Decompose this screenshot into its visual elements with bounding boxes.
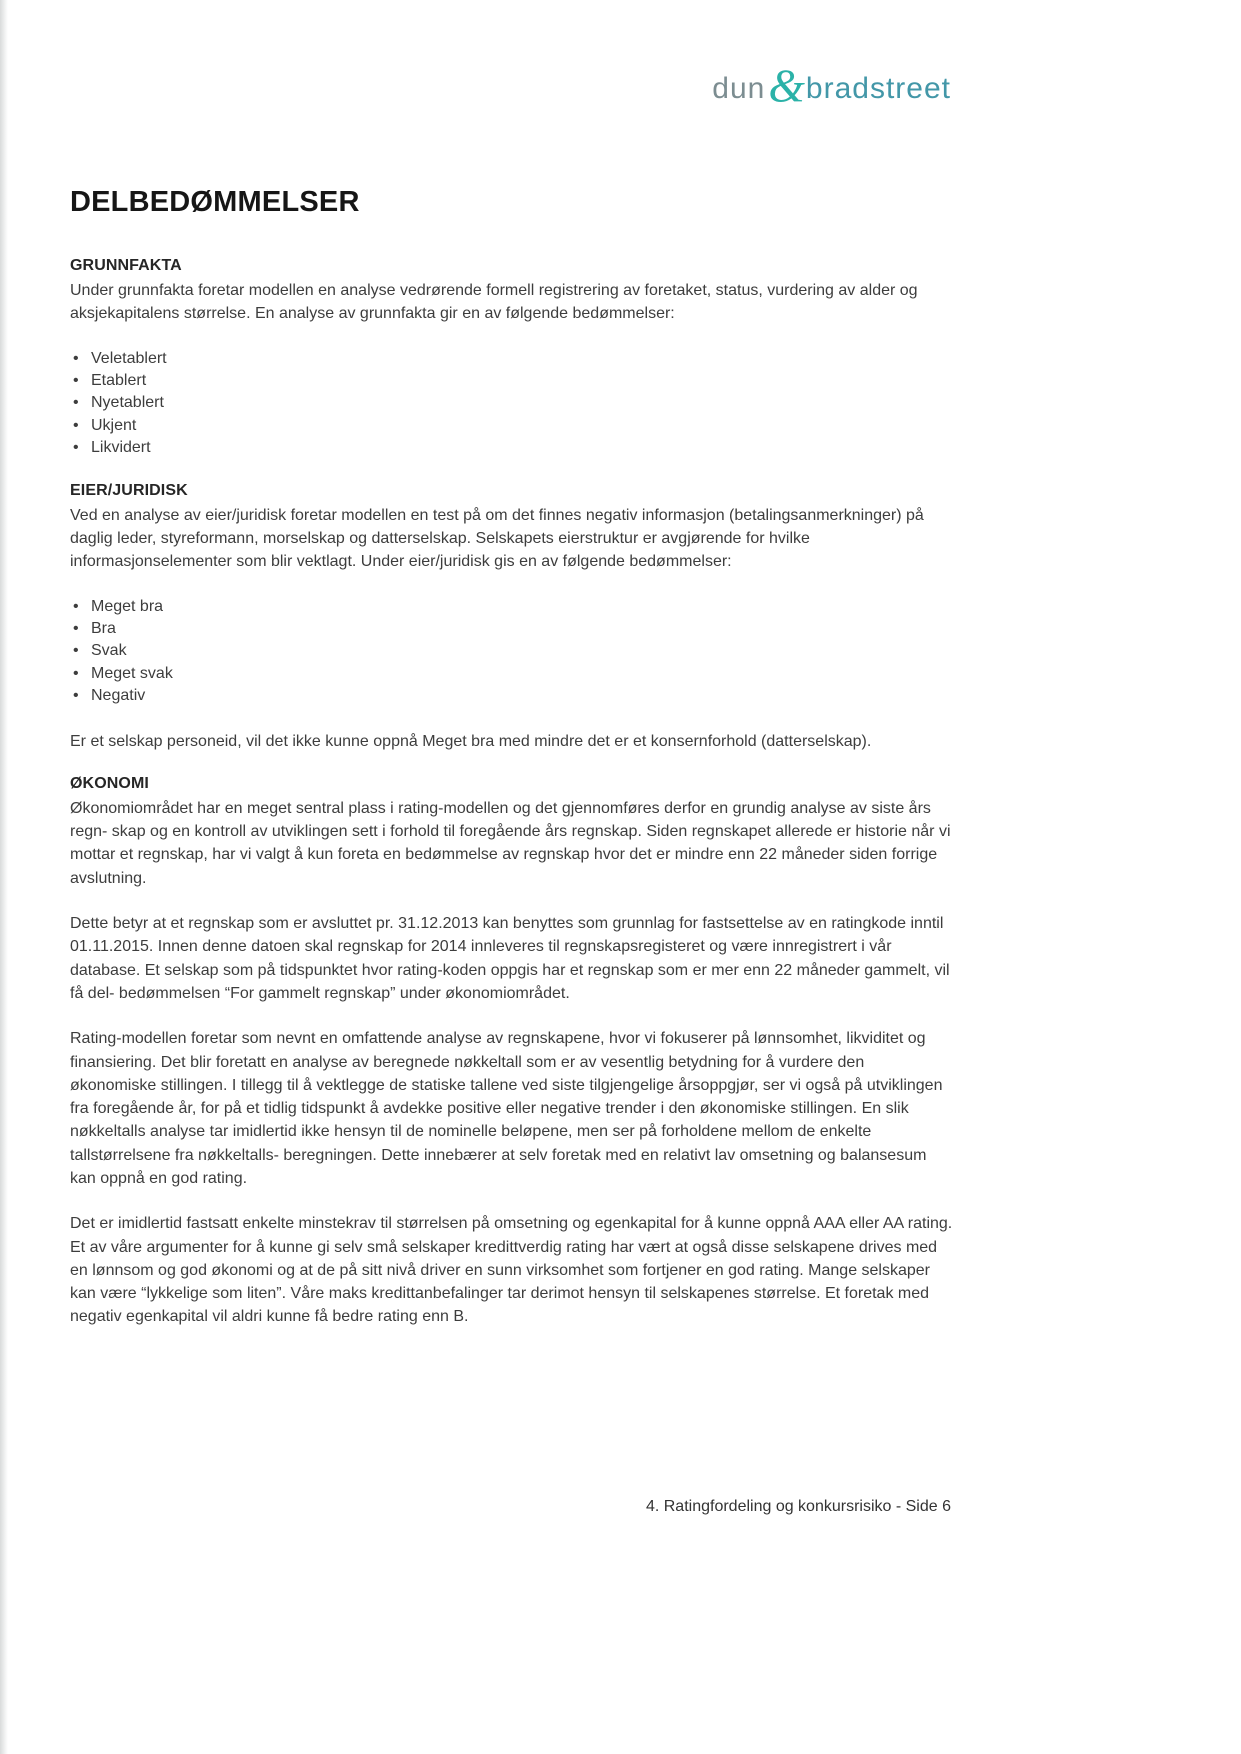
list-item: • Veletablert: [70, 348, 954, 370]
list-item: • Bra: [70, 618, 954, 640]
dun-bradstreet-logo: [712, 60, 951, 112]
document-content: [70, 186, 954, 1351]
paragraph-eier-juridisk-intro: Ved en analyse av eier/juridisk foretar modellen en test på om det finnes negativ informasjon (betalingsanmerkninger) på daglig leder, styreformann, morselskap og datterselskap. Selskapets eierstruktur er avgjørende for hvilke informasjonselementer som blir vektlagt. Under eier/juridisk gis en av følgende bedømmelser:: [70, 506, 924, 571]
list-item: • Likvidert: [70, 437, 954, 459]
logo-ampersand-icon: &: [768, 60, 805, 112]
bullet-list-eier-juridisk: [70, 596, 954, 708]
list-item: • Meget svak: [70, 663, 954, 685]
paragraph-okonomi-4: Det er imidlertid fastsatt enkelte minstekrav til størrelsen på omsetning og egenkapital for å kunne oppnå AAA eller AA rating. Et av våre argumenter for å kunne gi selv små selskaper kredittverdig rating har vært at også disse selskapene drives med en lønnsom og god økonomi og at de på sitt nivå driver en sunn virksomhet som fortjener en god rating. Mange selskaper kan være “lykkelige som liten”. Våre maks kredittanbefalinger tar derimot hensyn til selskapenes størrelse. Et foretak med negativ egenkapital vil aldri kunne få bedre rating enn B.: [70, 1215, 953, 1326]
list-item: • Svak: [70, 640, 954, 662]
section-heading-eier-juridisk: EIER/JURIDISK: [70, 481, 188, 499]
paragraph-okonomi-2: Dette betyr at et regnskap som er avsluttet pr. 31.12.2013 kan benyttes som grunnlag for fastsettelse av en ratingkode inntil 01.11.2015. Innen denne datoen skal regnskap for 2014 innleveres til regnskapsregisteret og være innregistrert i vår database. Et selskap som på tidspunktet hvor rating-koden oppgis har et regnskap som er mer enn 22 måneder gammelt, vil få del- bedømmelsen “For gammelt regnskap” under økonomiområdet.: [70, 915, 950, 1002]
page-footer: 4. Ratingfordeling og konkursrisiko - Side 6: [645, 1498, 951, 1515]
list-item: • Negativ: [70, 685, 954, 707]
list-item: • Nyetablert: [70, 392, 954, 414]
section-heading-okonomi: ØKONOMI: [70, 774, 149, 792]
logo-text-dun: dun: [712, 72, 766, 105]
paragraph-eier-juridisk-note: Er et selskap personeid, vil det ikke kunne oppnå Meget bra med mindre det er et konsernforhold (datterselskap).: [70, 732, 872, 750]
logo-text-bradstreet: bradstreet: [805, 72, 951, 105]
bullet-list-grunnfakta: [70, 348, 954, 460]
page-title: DELBEDØMMELSER: [70, 186, 360, 218]
section-heading-grunnfakta: GRUNNFAKTA: [70, 257, 182, 274]
paragraph-okonomi-1: Økonomiområdet har en meget sentral plass i rating-modellen og det gjennomføres derfor en grundig analyse av siste års regn- skap og en kontroll av utviklingen sett i forhold til foregående års regnskap. Siden regnskapet allerede er historie når vi mottar et regnskap, har vi valgt å kun foreta en bedømmelse av regnskap hvor det er mindre enn 22 måneder siden forrige avslutning.: [70, 799, 951, 887]
list-item: • Meget bra: [70, 596, 954, 618]
page-edge-shadow: [0, 0, 8, 1754]
list-item: • Ukjent: [70, 415, 954, 437]
section-okonomi: [70, 775, 954, 1329]
list-item: • Etablert: [70, 370, 954, 392]
section-eier-juridisk: [70, 482, 954, 753]
section-grunnfakta: [70, 257, 954, 460]
paragraph-okonomi-3: Rating-modellen foretar som nevnt en omfattende analyse av regnskapene, hvor vi fokuserer på lønnsomhet, likviditet og finansiering. Det blir foretatt en analyse av beregnede nøkkeltall som er av vesentlig betydning for å vurdere den økonomiske stillingen. I tillegg til å vektlegge de statiske tallene ved siste tilgjengelige årsoppgjør, ser vi også på utviklingen fra foregående år, for på et tidlig tidspunkt å avdekke positive eller negative trender i den økonomiske stillingen. En slik nøkkeltalls analyse tar imidlertid ikke hensyn til de nominelle beløpene, men ser på forholdene mellom de enkelte tallstørrelsene fra nøkkeltalls- beregningen. Dette innebærer at selv foretak med en relativt lav omsetning og balansesum kan oppnå en god rating.: [70, 1030, 943, 1187]
paragraph-grunnfakta-intro: Under grunnfakta foretar modellen en analyse vedrørende formell registrering av foretaket, status, vurdering av alder og aksjekapitalens størrelse. En analyse av grunnfakta gir en av følgende bedømmelser:: [70, 282, 918, 323]
